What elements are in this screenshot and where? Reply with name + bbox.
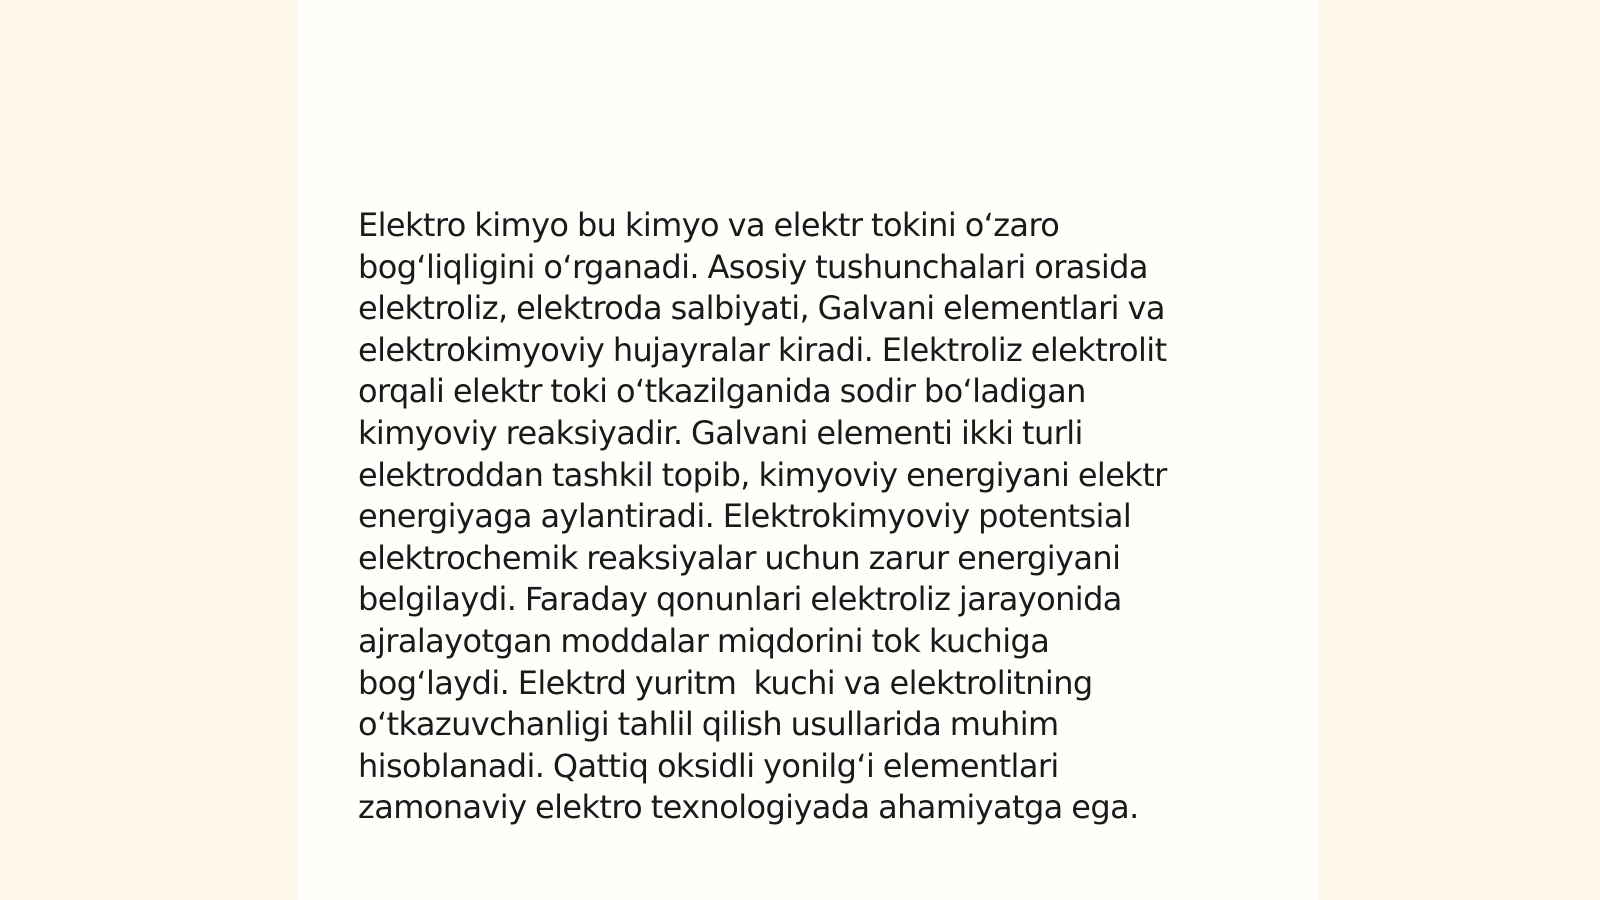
text-line: elektroddan tashkil topib, kimyoviy energiyani elektr [358, 455, 1167, 494]
slide-page [297, 0, 1319, 900]
text-line: energiyaga aylantiradi. Elektrokimyoviy potentsial [358, 497, 1132, 536]
text-line: bogʻliqligini oʻrganadi. Asosiy tushunchalari orasida [358, 247, 1148, 286]
body-paragraph [358, 205, 1238, 829]
text-line: elektrochemik reaksiyalar uchun zarur energiyani [358, 538, 1121, 577]
text-line: hisoblanadi. Qattiq oksidli yonilgʻi elementlari [358, 746, 1059, 785]
text-line: ajralayotgan moddalar miqdorini tok kuchiga [358, 621, 1050, 660]
text-line: Elektro kimyo bu kimyo va elektr tokini oʻzaro [358, 206, 1060, 244]
text-line: elektrokimyoviy hujayralar kiradi. Elektroliz elektrolit [358, 330, 1167, 369]
text-line: orqali elektr toki oʻtkazilganida sodir boʻladigan [358, 372, 1086, 411]
text-line: belgilaydi. Faraday qonunlari elektroliz jarayonida [358, 580, 1122, 619]
text-line: elektroliz, elektroda salbiyati, Galvani elementlari va [358, 289, 1165, 328]
text-line: bogʻlaydi. Elektrd yuritm kuchi va elektrolitning [358, 663, 1093, 702]
text-line: kimyoviy reaksiyadir. Galvani elementi ikki turli [358, 413, 1083, 452]
text-line: zamonaviy elektro texnologiyada ahamiyatga ega. [358, 788, 1139, 827]
text-line: oʻtkazuvchanligi tahlil qilish usullarida muhim [358, 705, 1059, 744]
